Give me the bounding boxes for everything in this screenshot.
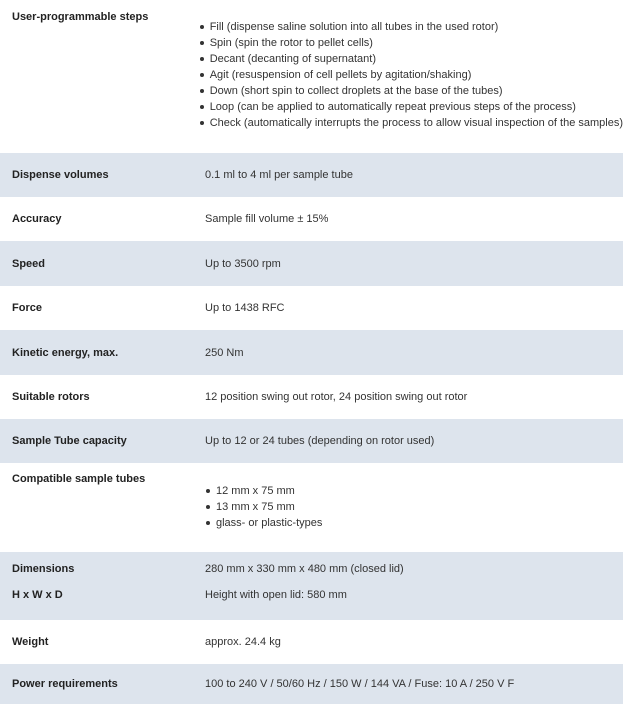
spec-label (0, 552, 193, 620)
spec-label: Accuracy (12, 213, 62, 225)
list-item: 12 mm x 75 mm (205, 483, 623, 499)
list-item: Agit (resuspension of cell pellets by agitation/shaking) (199, 67, 623, 83)
spec-row-dispense-volumes (0, 153, 623, 197)
steps-list (199, 19, 623, 131)
spec-value (193, 552, 623, 620)
spec-value (187, 0, 623, 153)
spec-row-force (0, 286, 623, 330)
tubes-list (205, 483, 623, 531)
list-item: Fill (dispense saline solution into all tubes in the used rotor) (199, 19, 623, 35)
spec-row-accuracy (0, 197, 623, 241)
spec-label: Speed (12, 257, 46, 270)
spec-label: Power requirements (12, 678, 118, 690)
spec-label: Force (12, 302, 42, 314)
spec-label: Sample Tube capacity (12, 435, 127, 447)
spec-value (193, 463, 623, 552)
list-item: Spin (spin the rotor to pellet cells) (199, 35, 623, 51)
spec-value: Up to 3500 rpm (205, 257, 281, 270)
spec-value: Up to 12 or 24 tubes (depending on rotor used) (205, 435, 435, 447)
spec-value: Sample fill volume ± 15% (205, 213, 329, 225)
spec-label: Dispense volumes (12, 169, 109, 181)
spec-value: 100 to 240 V / 50/60 Hz / 150 W / 144 VA / Fuse: 10 A / 250 V F (205, 678, 515, 690)
spec-row-speed (0, 241, 623, 286)
dimensions-label: Dimensions (12, 563, 75, 575)
spec-row-dimensions (0, 552, 623, 620)
spec-row-sample-tube-capacity (0, 419, 623, 463)
list-item: Down (short spin to collect droplets at the base of the tubes) (199, 83, 623, 99)
list-item: glass- or plastic-types (205, 515, 623, 531)
spec-row-compatible-sample-tubes (0, 463, 623, 552)
spec-value: 250 Nm (205, 346, 244, 359)
spec-label: Kinetic energy, max. (12, 346, 119, 359)
spec-label: User-programmable steps (12, 11, 149, 23)
spec-value: Up to 1438 RFC (205, 302, 285, 314)
dimensions-sublabel: H x W x D (12, 589, 63, 601)
spec-row-kinetic-energy (0, 330, 623, 375)
spec-row-weight (0, 620, 623, 664)
spec-value: 12 position swing out rotor, 24 position swing out rotor (205, 391, 468, 403)
list-item: Decant (decanting of supernatant) (199, 51, 623, 67)
spec-row-power-requirements (0, 664, 623, 704)
list-item: Check (automatically interrupts the process to allow visual inspection of the samples) (199, 115, 623, 131)
spec-row-suitable-rotors (0, 375, 623, 419)
spec-value: approx. 24.4 kg (205, 636, 281, 648)
spec-label: Weight (12, 636, 49, 648)
spec-value: 0.1 ml to 4 ml per sample tube (205, 169, 353, 181)
list-item: Loop (can be applied to automatically repeat previous steps of the process) (199, 99, 623, 115)
dimensions-closed-value: 280 mm x 330 mm x 480 mm (closed lid) (205, 563, 404, 575)
spec-label: Compatible sample tubes (12, 473, 146, 485)
list-item: 13 mm x 75 mm (205, 499, 623, 515)
spec-row-user-programmable-steps (0, 0, 623, 153)
dimensions-open-value: Height with open lid: 580 mm (205, 589, 347, 601)
spec-label: Suitable rotors (12, 391, 90, 403)
